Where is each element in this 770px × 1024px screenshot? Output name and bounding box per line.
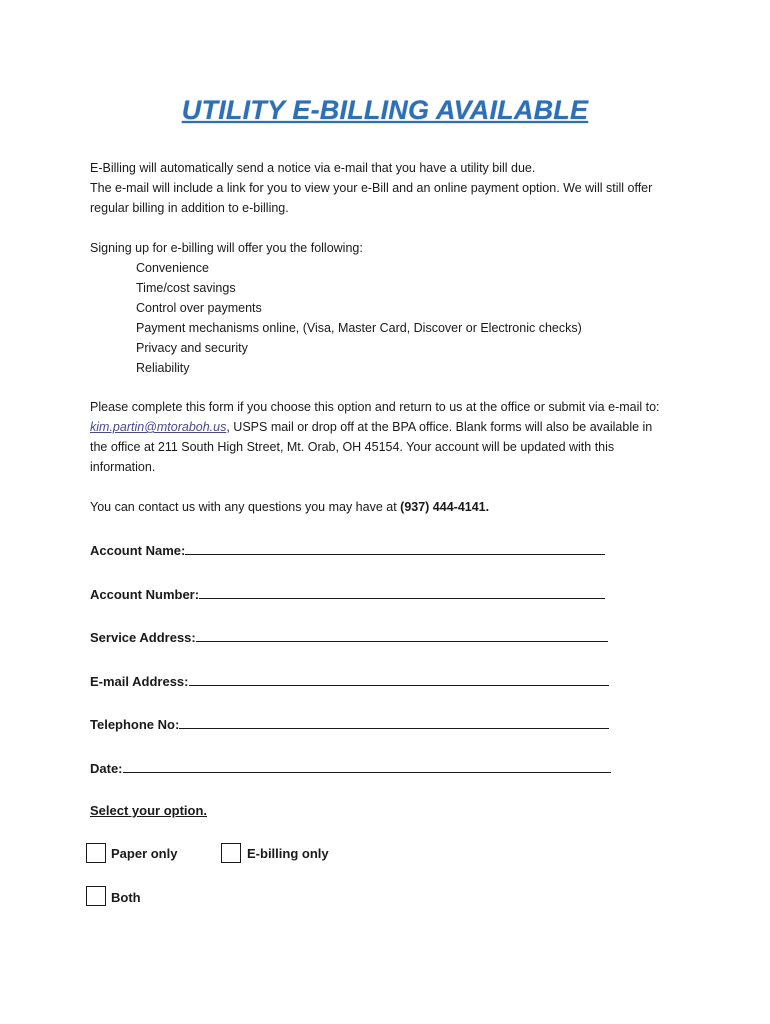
- account-name-field: [90, 541, 605, 558]
- page-title: UTILITY E-BILLING AVAILABLE: [181, 95, 589, 125]
- paper-only-label: Paper only: [111, 846, 178, 861]
- email-address-field: [90, 672, 609, 689]
- contact-text: You can contact us with any questions you may have at: [90, 500, 401, 514]
- benefits-heading: Signing up for e-billing will offer you the following:: [90, 241, 363, 255]
- ebilling-only-label: E-billing only: [247, 846, 329, 861]
- both-label: Both: [111, 890, 141, 905]
- telephone-field: [90, 715, 609, 732]
- benefit-item: Time/cost savings: [136, 281, 236, 295]
- email-link[interactable]: kim.partin@mtoraboh.us: [90, 420, 227, 434]
- benefit-item: Privacy and security: [136, 341, 248, 355]
- benefit-item: Convenience: [136, 261, 209, 275]
- contact-line: [90, 497, 690, 517]
- intro-line-2: The e-mail will include a link for you to view your e-Bill and an online payment option. We will still offer: [90, 181, 653, 195]
- instructions-paragraph: [90, 397, 690, 477]
- account-number-input[interactable]: [199, 585, 605, 599]
- telephone-label: Telephone No:: [90, 717, 180, 732]
- instructions-line-2: [90, 417, 690, 437]
- ebilling-only-checkbox[interactable]: [221, 843, 241, 863]
- instructions-line-1: Please complete this form if you choose this option and return to us at the office or submit via e-mail to:: [90, 400, 660, 414]
- paper-only-checkbox[interactable]: [86, 843, 106, 863]
- benefit-item: Payment mechanisms online, (Visa, Master Card, Discover or Electronic checks): [136, 321, 582, 335]
- service-address-field: [90, 628, 608, 645]
- select-option-heading: Select your option.: [90, 803, 208, 818]
- date-input[interactable]: [123, 759, 611, 773]
- contact-phone: (937) 444-4141.: [400, 500, 490, 514]
- email-address-label: E-mail Address:: [90, 674, 189, 689]
- instructions-line-4: information.: [90, 460, 156, 474]
- instructions-line-3: the office at 211 South High Street, Mt. Orab, OH 45154. Your account will be updated with this: [90, 440, 615, 454]
- date-field: [90, 759, 611, 776]
- intro-line-1: E-Billing will automatically send a notice via e-mail that you have a utility bill due.: [90, 161, 536, 175]
- both-checkbox[interactable]: [86, 886, 106, 906]
- account-number-label: Account Number:: [90, 587, 200, 602]
- account-number-field: [90, 585, 605, 602]
- account-name-input[interactable]: [185, 541, 605, 555]
- service-address-input[interactable]: [196, 628, 608, 642]
- telephone-input[interactable]: [179, 715, 609, 729]
- account-name-label: Account Name:: [90, 543, 186, 558]
- intro-line-3: regular billing in addition to e-billing.: [90, 201, 289, 215]
- date-label: Date:: [90, 761, 123, 776]
- email-address-input[interactable]: [189, 672, 609, 686]
- intro-paragraph: [90, 158, 690, 218]
- benefit-item: Reliability: [136, 361, 190, 375]
- benefit-item: Control over payments: [136, 301, 262, 315]
- service-address-label: Service Address:: [90, 630, 196, 645]
- instructions-line-2-rest: , USPS mail or drop off at the BPA office. Blank forms will also be available in: [226, 420, 653, 434]
